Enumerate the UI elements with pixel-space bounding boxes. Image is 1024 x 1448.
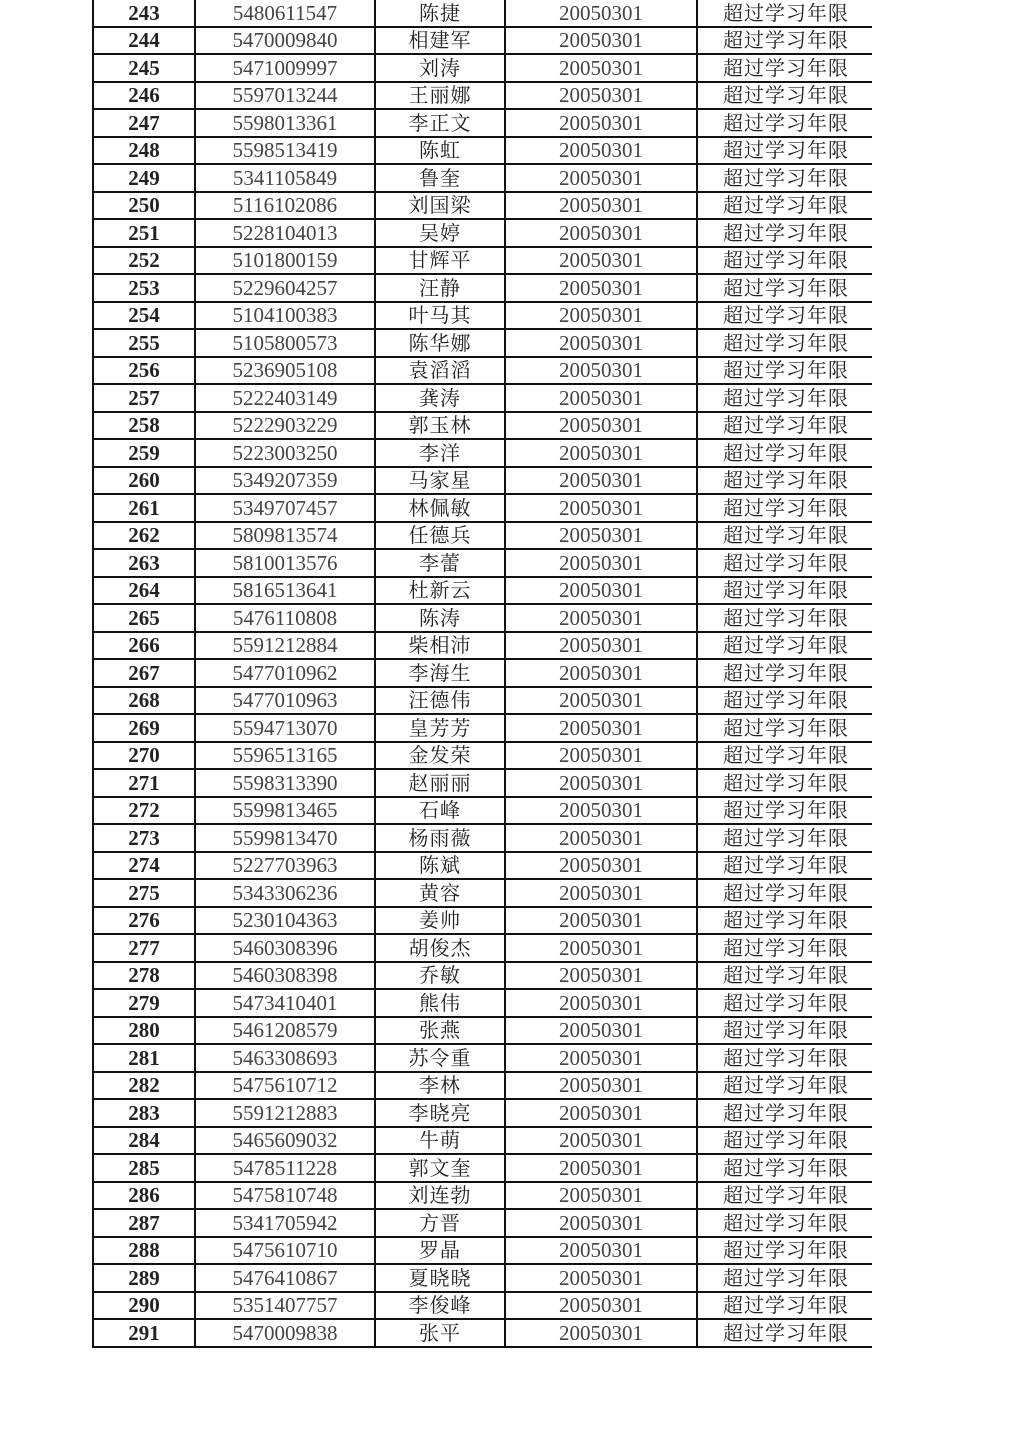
student-name: 刘连勃 (375, 1182, 505, 1210)
student-name: 郭文奎 (375, 1154, 505, 1182)
student-id: 5816513641 (195, 577, 375, 605)
row-number: 272 (93, 797, 195, 825)
date-cell: 20050301 (505, 742, 697, 770)
row-number: 278 (93, 962, 195, 990)
table-row (93, 412, 872, 440)
date-cell: 20050301 (505, 439, 697, 467)
row-number: 257 (93, 384, 195, 412)
reason-cell: 超过学习年限 (697, 797, 872, 825)
student-name: 张燕 (375, 1017, 505, 1045)
student-id: 5343306236 (195, 879, 375, 907)
table-row (93, 742, 872, 770)
table-row (93, 522, 872, 550)
reason-cell: 超过学习年限 (697, 467, 872, 495)
table-row (93, 219, 872, 247)
student-name: 林佩敏 (375, 494, 505, 522)
roster-body (93, 0, 872, 1347)
student-id: 5222903229 (195, 412, 375, 440)
row-number: 245 (93, 54, 195, 82)
reason-cell: 超过学习年限 (697, 1044, 872, 1072)
reason-cell: 超过学习年限 (697, 1017, 872, 1045)
table-row (93, 54, 872, 82)
row-number: 277 (93, 934, 195, 962)
student-name: 甘辉平 (375, 247, 505, 275)
reason-cell: 超过学习年限 (697, 1099, 872, 1127)
row-number: 287 (93, 1209, 195, 1237)
table-row (93, 714, 872, 742)
table-row (93, 769, 872, 797)
student-id: 5810013576 (195, 549, 375, 577)
student-name: 姜帅 (375, 907, 505, 935)
table-row (93, 659, 872, 687)
student-id: 5477010963 (195, 687, 375, 715)
date-cell: 20050301 (505, 604, 697, 632)
table-row (93, 577, 872, 605)
student-id: 5591212883 (195, 1099, 375, 1127)
date-cell: 20050301 (505, 577, 697, 605)
date-cell: 20050301 (505, 1264, 697, 1292)
table-row (93, 1099, 872, 1127)
table-row (93, 1264, 872, 1292)
date-cell: 20050301 (505, 329, 697, 357)
student-id: 5105800573 (195, 329, 375, 357)
student-id: 5476410867 (195, 1264, 375, 1292)
date-cell: 20050301 (505, 1182, 697, 1210)
table-row (93, 0, 872, 27)
table-row (93, 467, 872, 495)
date-cell: 20050301 (505, 27, 697, 55)
row-number: 279 (93, 989, 195, 1017)
student-id: 5223003250 (195, 439, 375, 467)
reason-cell: 超过学习年限 (697, 934, 872, 962)
table-row (93, 274, 872, 302)
reason-cell: 超过学习年限 (697, 0, 872, 27)
student-id: 5475810748 (195, 1182, 375, 1210)
student-id: 5470009840 (195, 27, 375, 55)
reason-cell: 超过学习年限 (697, 329, 872, 357)
reason-cell: 超过学习年限 (697, 219, 872, 247)
table-row (93, 1237, 872, 1265)
row-number: 246 (93, 82, 195, 110)
row-number: 267 (93, 659, 195, 687)
student-name: 李晓亮 (375, 1099, 505, 1127)
date-cell: 20050301 (505, 164, 697, 192)
row-number: 256 (93, 357, 195, 385)
date-cell: 20050301 (505, 659, 697, 687)
student-name: 乔敏 (375, 962, 505, 990)
student-name: 熊伟 (375, 989, 505, 1017)
student-name: 刘涛 (375, 54, 505, 82)
student-name: 陈虹 (375, 137, 505, 165)
student-name: 李海生 (375, 659, 505, 687)
row-number: 262 (93, 522, 195, 550)
date-cell: 20050301 (505, 494, 697, 522)
student-id: 5470009838 (195, 1319, 375, 1347)
date-cell: 20050301 (505, 522, 697, 550)
reason-cell: 超过学习年限 (697, 494, 872, 522)
student-name: 张平 (375, 1319, 505, 1347)
row-number: 251 (93, 219, 195, 247)
table-row (93, 494, 872, 522)
reason-cell: 超过学习年限 (697, 247, 872, 275)
row-number: 266 (93, 632, 195, 660)
table-row (93, 247, 872, 275)
student-name: 李俊峰 (375, 1292, 505, 1320)
table-row (93, 1182, 872, 1210)
table-row (93, 1072, 872, 1100)
student-name: 龚涛 (375, 384, 505, 412)
table-row (93, 824, 872, 852)
student-id: 5596513165 (195, 742, 375, 770)
student-id: 5475610710 (195, 1237, 375, 1265)
date-cell: 20050301 (505, 412, 697, 440)
reason-cell: 超过学习年限 (697, 852, 872, 880)
table-row (93, 1044, 872, 1072)
date-cell: 20050301 (505, 1072, 697, 1100)
row-number: 244 (93, 27, 195, 55)
student-id: 5473410401 (195, 989, 375, 1017)
row-number: 282 (93, 1072, 195, 1100)
table-row (93, 934, 872, 962)
student-id: 5101800159 (195, 247, 375, 275)
reason-cell: 超过学习年限 (697, 824, 872, 852)
row-number: 264 (93, 577, 195, 605)
date-cell: 20050301 (505, 1237, 697, 1265)
row-number: 255 (93, 329, 195, 357)
date-cell: 20050301 (505, 769, 697, 797)
table-row (93, 1127, 872, 1155)
reason-cell: 超过学习年限 (697, 989, 872, 1017)
date-cell: 20050301 (505, 989, 697, 1017)
table-row (93, 549, 872, 577)
row-number: 263 (93, 549, 195, 577)
row-number: 270 (93, 742, 195, 770)
reason-cell: 超过学习年限 (697, 687, 872, 715)
reason-cell: 超过学习年限 (697, 962, 872, 990)
student-name: 杜新云 (375, 577, 505, 605)
reason-cell: 超过学习年限 (697, 109, 872, 137)
student-name: 汪静 (375, 274, 505, 302)
date-cell: 20050301 (505, 1209, 697, 1237)
row-number: 275 (93, 879, 195, 907)
student-id: 5341105849 (195, 164, 375, 192)
row-number: 243 (93, 0, 195, 27)
student-name: 陈华娜 (375, 329, 505, 357)
student-id: 5477010962 (195, 659, 375, 687)
student-id: 5349207359 (195, 467, 375, 495)
row-number: 286 (93, 1182, 195, 1210)
date-cell: 20050301 (505, 82, 697, 110)
reason-cell: 超过学习年限 (697, 302, 872, 330)
student-id: 5461208579 (195, 1017, 375, 1045)
date-cell: 20050301 (505, 384, 697, 412)
student-name: 石峰 (375, 797, 505, 825)
student-id: 5230104363 (195, 907, 375, 935)
student-name: 李正文 (375, 109, 505, 137)
table-row (93, 439, 872, 467)
date-cell: 20050301 (505, 1044, 697, 1072)
student-id: 5460308396 (195, 934, 375, 962)
reason-cell: 超过学习年限 (697, 714, 872, 742)
student-id: 5478511228 (195, 1154, 375, 1182)
student-name: 柴相沛 (375, 632, 505, 660)
reason-cell: 超过学习年限 (697, 164, 872, 192)
row-number: 247 (93, 109, 195, 137)
row-number: 288 (93, 1237, 195, 1265)
row-number: 273 (93, 824, 195, 852)
reason-cell: 超过学习年限 (697, 192, 872, 220)
student-name: 叶马其 (375, 302, 505, 330)
reason-cell: 超过学习年限 (697, 742, 872, 770)
row-number: 291 (93, 1319, 195, 1347)
row-number: 250 (93, 192, 195, 220)
table-row (93, 1292, 872, 1320)
reason-cell: 超过学习年限 (697, 54, 872, 82)
student-id: 5229604257 (195, 274, 375, 302)
table-row (93, 797, 872, 825)
reason-cell: 超过学习年限 (697, 632, 872, 660)
date-cell: 20050301 (505, 0, 697, 27)
reason-cell: 超过学习年限 (697, 1264, 872, 1292)
reason-cell: 超过学习年限 (697, 1154, 872, 1182)
reason-cell: 超过学习年限 (697, 659, 872, 687)
reason-cell: 超过学习年限 (697, 1182, 872, 1210)
student-id: 5341705942 (195, 1209, 375, 1237)
reason-cell: 超过学习年限 (697, 1127, 872, 1155)
date-cell: 20050301 (505, 852, 697, 880)
student-id: 5222403149 (195, 384, 375, 412)
reason-cell: 超过学习年限 (697, 439, 872, 467)
date-cell: 20050301 (505, 1099, 697, 1127)
date-cell: 20050301 (505, 962, 697, 990)
table-row (93, 302, 872, 330)
reason-cell: 超过学习年限 (697, 522, 872, 550)
row-number: 260 (93, 467, 195, 495)
reason-cell: 超过学习年限 (697, 412, 872, 440)
student-id: 5599813465 (195, 797, 375, 825)
document-sheet (92, 0, 872, 1447)
student-id: 5465609032 (195, 1127, 375, 1155)
student-id: 5228104013 (195, 219, 375, 247)
table-row (93, 27, 872, 55)
student-id: 5809813574 (195, 522, 375, 550)
table-row (93, 1017, 872, 1045)
student-id: 5597013244 (195, 82, 375, 110)
reason-cell: 超过学习年限 (697, 137, 872, 165)
student-name: 郭玉林 (375, 412, 505, 440)
reason-cell: 超过学习年限 (697, 549, 872, 577)
student-name: 苏令重 (375, 1044, 505, 1072)
reason-cell: 超过学习年限 (697, 274, 872, 302)
table-row (93, 1319, 872, 1347)
reason-cell: 超过学习年限 (697, 384, 872, 412)
row-number: 261 (93, 494, 195, 522)
table-row (93, 962, 872, 990)
student-name: 陈捷 (375, 0, 505, 27)
date-cell: 20050301 (505, 137, 697, 165)
student-id: 5463308693 (195, 1044, 375, 1072)
student-id: 5351407757 (195, 1292, 375, 1320)
reason-cell: 超过学习年限 (697, 879, 872, 907)
date-cell: 20050301 (505, 687, 697, 715)
table-row (93, 357, 872, 385)
date-cell: 20050301 (505, 192, 697, 220)
student-id: 5471009997 (195, 54, 375, 82)
date-cell: 20050301 (505, 109, 697, 137)
student-name: 黄容 (375, 879, 505, 907)
reason-cell: 超过学习年限 (697, 82, 872, 110)
date-cell: 20050301 (505, 797, 697, 825)
date-cell: 20050301 (505, 1017, 697, 1045)
table-row (93, 137, 872, 165)
reason-cell: 超过学习年限 (697, 1072, 872, 1100)
table-row (93, 907, 872, 935)
student-id: 5349707457 (195, 494, 375, 522)
student-name: 马家星 (375, 467, 505, 495)
student-id: 5591212884 (195, 632, 375, 660)
student-name: 王丽娜 (375, 82, 505, 110)
date-cell: 20050301 (505, 632, 697, 660)
date-cell: 20050301 (505, 467, 697, 495)
table-row (93, 1209, 872, 1237)
student-id: 5598013361 (195, 109, 375, 137)
date-cell: 20050301 (505, 274, 697, 302)
student-name: 刘国梁 (375, 192, 505, 220)
date-cell: 20050301 (505, 907, 697, 935)
reason-cell: 超过学习年限 (697, 1237, 872, 1265)
row-number: 284 (93, 1127, 195, 1155)
reason-cell: 超过学习年限 (697, 1292, 872, 1320)
reason-cell: 超过学习年限 (697, 577, 872, 605)
reason-cell: 超过学习年限 (697, 1209, 872, 1237)
student-name: 胡俊杰 (375, 934, 505, 962)
row-number: 265 (93, 604, 195, 632)
reason-cell: 超过学习年限 (697, 357, 872, 385)
student-id: 5598513419 (195, 137, 375, 165)
row-number: 269 (93, 714, 195, 742)
table-row (93, 82, 872, 110)
reason-cell: 超过学习年限 (697, 27, 872, 55)
row-number: 254 (93, 302, 195, 330)
student-id: 5475610712 (195, 1072, 375, 1100)
table-row (93, 384, 872, 412)
student-roster-table (92, 0, 872, 1348)
student-id: 5480611547 (195, 0, 375, 27)
table-row (93, 632, 872, 660)
row-number: 274 (93, 852, 195, 880)
student-id: 5116102086 (195, 192, 375, 220)
student-name: 金发荣 (375, 742, 505, 770)
student-name: 鲁奎 (375, 164, 505, 192)
student-name: 罗晶 (375, 1237, 505, 1265)
row-number: 290 (93, 1292, 195, 1320)
row-number: 259 (93, 439, 195, 467)
date-cell: 20050301 (505, 219, 697, 247)
student-name: 夏晓晓 (375, 1264, 505, 1292)
student-name: 皇芳芳 (375, 714, 505, 742)
date-cell: 20050301 (505, 549, 697, 577)
date-cell: 20050301 (505, 302, 697, 330)
row-number: 283 (93, 1099, 195, 1127)
student-name: 李洋 (375, 439, 505, 467)
student-name: 赵丽丽 (375, 769, 505, 797)
row-number: 276 (93, 907, 195, 935)
date-cell: 20050301 (505, 1154, 697, 1182)
table-row (93, 852, 872, 880)
table-row (93, 109, 872, 137)
student-name: 杨雨薇 (375, 824, 505, 852)
date-cell: 20050301 (505, 1319, 697, 1347)
table-row (93, 604, 872, 632)
student-name: 陈涛 (375, 604, 505, 632)
table-row (93, 164, 872, 192)
student-name: 汪德伟 (375, 687, 505, 715)
date-cell: 20050301 (505, 1292, 697, 1320)
row-number: 271 (93, 769, 195, 797)
row-number: 289 (93, 1264, 195, 1292)
reason-cell: 超过学习年限 (697, 907, 872, 935)
student-name: 袁滔滔 (375, 357, 505, 385)
row-number: 258 (93, 412, 195, 440)
student-name: 相建军 (375, 27, 505, 55)
row-number: 281 (93, 1044, 195, 1072)
student-name: 方晋 (375, 1209, 505, 1237)
row-number: 268 (93, 687, 195, 715)
date-cell: 20050301 (505, 1127, 697, 1155)
table-row (93, 192, 872, 220)
table-row (93, 989, 872, 1017)
date-cell: 20050301 (505, 879, 697, 907)
reason-cell: 超过学习年限 (697, 604, 872, 632)
row-number: 285 (93, 1154, 195, 1182)
student-name: 吴婷 (375, 219, 505, 247)
date-cell: 20050301 (505, 247, 697, 275)
table-row (93, 329, 872, 357)
date-cell: 20050301 (505, 357, 697, 385)
date-cell: 20050301 (505, 934, 697, 962)
row-number: 252 (93, 247, 195, 275)
table-row (93, 1154, 872, 1182)
student-id: 5236905108 (195, 357, 375, 385)
reason-cell: 超过学习年限 (697, 769, 872, 797)
table-row (93, 879, 872, 907)
row-number: 253 (93, 274, 195, 302)
student-id: 5599813470 (195, 824, 375, 852)
student-id: 5104100383 (195, 302, 375, 330)
date-cell: 20050301 (505, 714, 697, 742)
reason-cell: 超过学习年限 (697, 1319, 872, 1347)
row-number: 248 (93, 137, 195, 165)
table-row (93, 687, 872, 715)
row-number: 280 (93, 1017, 195, 1045)
student-name: 牛萌 (375, 1127, 505, 1155)
student-id: 5598313390 (195, 769, 375, 797)
student-id: 5460308398 (195, 962, 375, 990)
student-name: 陈斌 (375, 852, 505, 880)
student-id: 5227703963 (195, 852, 375, 880)
date-cell: 20050301 (505, 824, 697, 852)
student-id: 5594713070 (195, 714, 375, 742)
student-id: 5476110808 (195, 604, 375, 632)
student-name: 李蕾 (375, 549, 505, 577)
row-number: 249 (93, 164, 195, 192)
student-name: 李林 (375, 1072, 505, 1100)
student-name: 任德兵 (375, 522, 505, 550)
date-cell: 20050301 (505, 54, 697, 82)
